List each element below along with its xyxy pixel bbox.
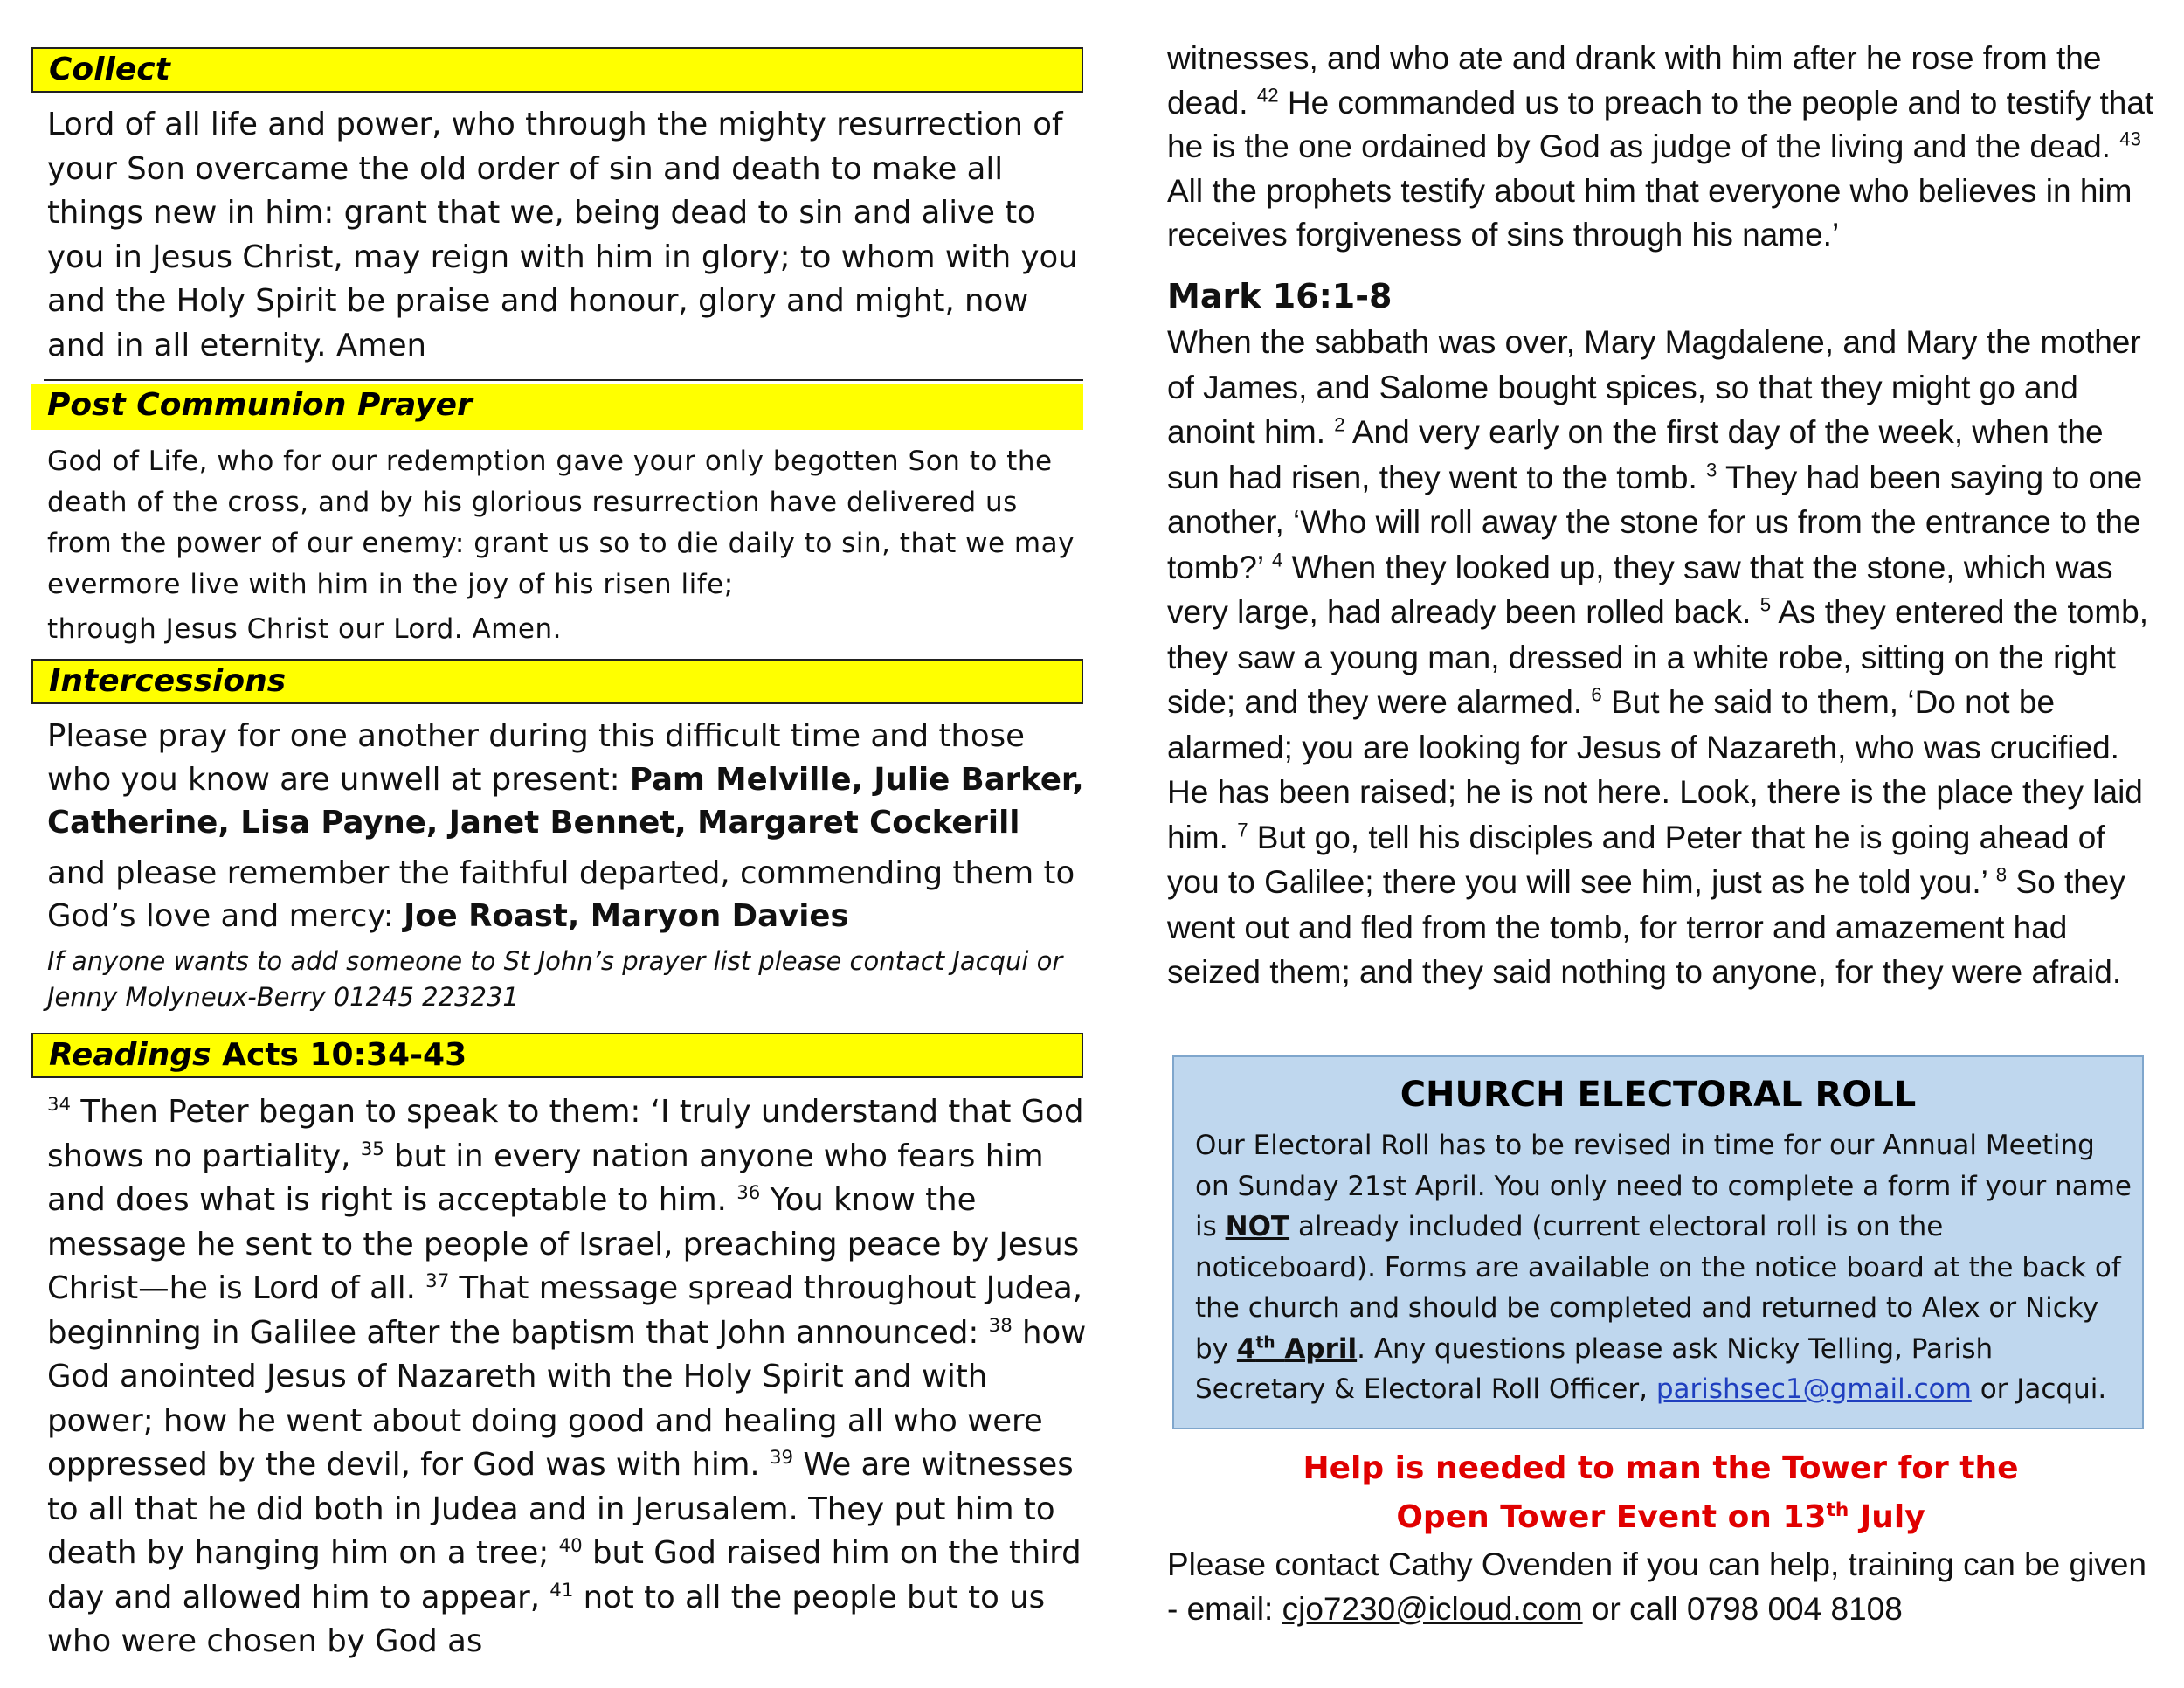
verse-text: not to all the people but to us who were chosen by God as [47, 1579, 1046, 1659]
verse-number: 36 [736, 1182, 761, 1205]
tower-contact [1167, 1542, 2163, 1631]
acts-reading-continued [1167, 37, 2154, 258]
verse-number: 42 [1256, 84, 1279, 107]
intercessions-departed [47, 852, 1087, 938]
verse-number: 3 [1706, 459, 1717, 481]
roll-part1: Our Electoral Roll has to be revised in time for our Annual Meeting on Sunday 21st April. You only need to complete a form if your name is [1195, 1130, 2132, 1242]
verse-text: You know the message he sent to the people of Israel, preaching peace by Jesus Christ—he is Lord of all. [47, 1182, 1080, 1306]
electoral-roll-text [1195, 1125, 2132, 1410]
verse-number: 5 [1759, 593, 1772, 616]
tower-phone: or call 0798 004 8108 [1591, 1591, 1903, 1627]
verse-number: 4 [1271, 549, 1283, 571]
readings-heading [31, 1033, 1083, 1078]
verse-text: He commanded us to preach to the people and to testify that he is the one ordained by God as judge of the living and the dead. [1167, 84, 2154, 164]
verse-text: And very early on the first day of the week, when the sun had risen, they went to the tomb. [1167, 414, 2104, 495]
verse-text: As they entered the tomb, they saw a young man, dressed in a white robe, sitting on the right side; and they were alarmed. [1167, 594, 2149, 720]
roll-deadline [1237, 1333, 1357, 1365]
roll-deadline-month: April [1284, 1332, 1358, 1365]
verse-number: 7 [1237, 819, 1248, 841]
verse-number: 2 [1334, 413, 1345, 436]
verse-text: That message spread throughout Judea, beginning in Galilee after the baptism that John announced: [47, 1270, 1083, 1351]
tower-line2-post: July [1859, 1499, 1925, 1535]
tower-notice-line1: Help is needed to man the Tower for the [1303, 1450, 2019, 1486]
acts-reading [47, 1090, 1087, 1664]
parish-secretary-email-link[interactable]: parishsec1@gmail.com [1655, 1373, 1972, 1405]
post-communion-text [47, 441, 1087, 650]
electoral-roll-title: CHURCH ELECTORAL ROLL [1400, 1075, 1917, 1115]
post-communion-heading: Post Communion Prayer [31, 384, 1083, 430]
gospel-reading [1167, 320, 2154, 995]
roll-deadline-suffix: th [1255, 1333, 1275, 1352]
readings-label: Readings [49, 1037, 211, 1073]
verse-text: When the sabbath was over, Mary Magdalene, and Mary the mother of James, and Salome bought spices, so that they might go and anoint him. [1167, 324, 2141, 450]
verse-text: how God anointed Jesus of Nazareth with the Holy Spirit and with power; how he went about doing good and healing all who were oppressed by the devil, for God was with him. [47, 1314, 1087, 1483]
verse-number: 40 [558, 1535, 583, 1558]
verse-text: So they went out and fled from the tomb, for terror and amazement had seized them; and they said nothing to anyone, for they were afraid. [1167, 864, 2125, 990]
post-communion-ending: through Jesus Christ our Lord. Amen. [47, 613, 562, 645]
departed-names: Joe Roast, Maryon Davies [404, 898, 849, 934]
verse-number: 43 [2119, 128, 2141, 150]
prayer-list-note: If anyone wants to add someone to St John’s prayer list please contact Jacqui or Jenny Molyneux-Berry 01245 223231 [47, 945, 1063, 1012]
tower-contact-text: Please contact Cathy Ovenden if you can help, training can be given - email: [1167, 1546, 2146, 1627]
roll-not: NOT [1225, 1211, 1290, 1242]
roll-part4: or Jacqui. [1980, 1373, 2107, 1405]
verse-text: All the prophets testify about him that everyone who believes in him receives forgiveness of sins through his name.’ [1167, 172, 2132, 253]
verse-text: But he said to them, ‘Do not be alarmed; you are looking for Jesus of Nazareth, who was crucified. He has been raised; he is not here. Look, there is the place they laid him. [1167, 684, 2143, 855]
collect-text: Lord of all life and power, who through the mighty resurrection of your Son overcame the old order of sin and death to make all things new in him: grant that we, being dead to sin and alive to you in Jesus Christ, may reign with him in glory; to whom with you and the Holy Spirit be praise and honour, glory and might, now and in all eternity. Amen [47, 107, 1078, 363]
verse-number: 37 [425, 1270, 450, 1293]
intercessions-heading: Intercessions [31, 659, 1083, 704]
tower-email-link[interactable]: cjo7230@icloud.com [1282, 1591, 1583, 1627]
verse-text: witnesses, and who ate and drank with him after he rose from the dead. [1167, 40, 2102, 121]
gospel-heading: Mark 16:1-8 [1167, 277, 1393, 315]
verse-number: 39 [769, 1447, 794, 1470]
tower-notice-line2 [1167, 1499, 2154, 1535]
verse-number: 41 [549, 1579, 574, 1602]
unwell-names: Pam Melville, Julie Barker, Catherine, Lisa Payne, Janet Bennet, Margaret Cockerill [47, 761, 1084, 841]
electoral-roll-box [1172, 1055, 2144, 1429]
roll-deadline-day: 4 [1236, 1332, 1256, 1365]
verse-text: Then Peter began to speak to them: ‘I truly understand that God shows no partiality, [47, 1094, 1084, 1174]
post-communion-body: God of Life, who for our redemption gave your only begotten Son to the death of the cross, and by his glorious resurrection have delivered us from the power of our enemy: grant us so to die daily to sin, that we may evermore live with him in the joy of his risen life; [47, 446, 1075, 600]
departed-intro: and please remember the faithful departed, commending them to God’s love and mercy: [47, 854, 1075, 934]
verse-text: They had been saying to one another, ‘Who will roll away the stone for us from the entrance to the tomb?’ [1167, 459, 2143, 585]
tower-line2-sup: th [1826, 1499, 1849, 1521]
verse-number: 34 [47, 1094, 72, 1117]
intercessions-text [47, 715, 1087, 1015]
verse-text: But go, tell his disciples and Peter that he is going ahead of you to Galilee; there you will see him, just as he told you.’ [1167, 819, 2105, 900]
collect-heading: Collect [31, 47, 1083, 93]
verse-number: 8 [1995, 863, 2008, 886]
divider [44, 379, 1083, 381]
verse-number: 6 [1591, 683, 1602, 706]
roll-part3: . Any questions please ask Nicky Telling, Parish Secretary & Electoral Roll Officer, [1195, 1332, 1994, 1405]
verse-number: 38 [988, 1314, 1013, 1337]
verse-text: When they looked up, they saw that the stone, which was very large, had already been rolled back. [1167, 549, 2113, 630]
verse-text: but in every nation anyone who fears him and does what is right is acceptable to him. [47, 1138, 1044, 1218]
intercessions-unwell [47, 715, 1087, 845]
readings-reference: Acts 10:34-43 [222, 1037, 467, 1073]
verse-text: but God raised him on the third day and allowed him to appear, [47, 1535, 1082, 1615]
verse-number: 35 [360, 1138, 384, 1160]
verse-text: We are witnesses to all that he did both in Judea and in Jerusalem. They put him to death by hanging him on a tree; [47, 1447, 1074, 1571]
intercessions-intro: Please pray for one another during this difficult time and those who you know are unwell at present: [47, 718, 1025, 798]
tower-line2-pre: Open Tower Event on 13 [1396, 1499, 1827, 1535]
roll-part2: already included (current electoral roll is on the noticeboard). Forms are available on the notice board at the back of the church and should be completed and returned to Alex or Nicky by [1195, 1211, 2121, 1365]
